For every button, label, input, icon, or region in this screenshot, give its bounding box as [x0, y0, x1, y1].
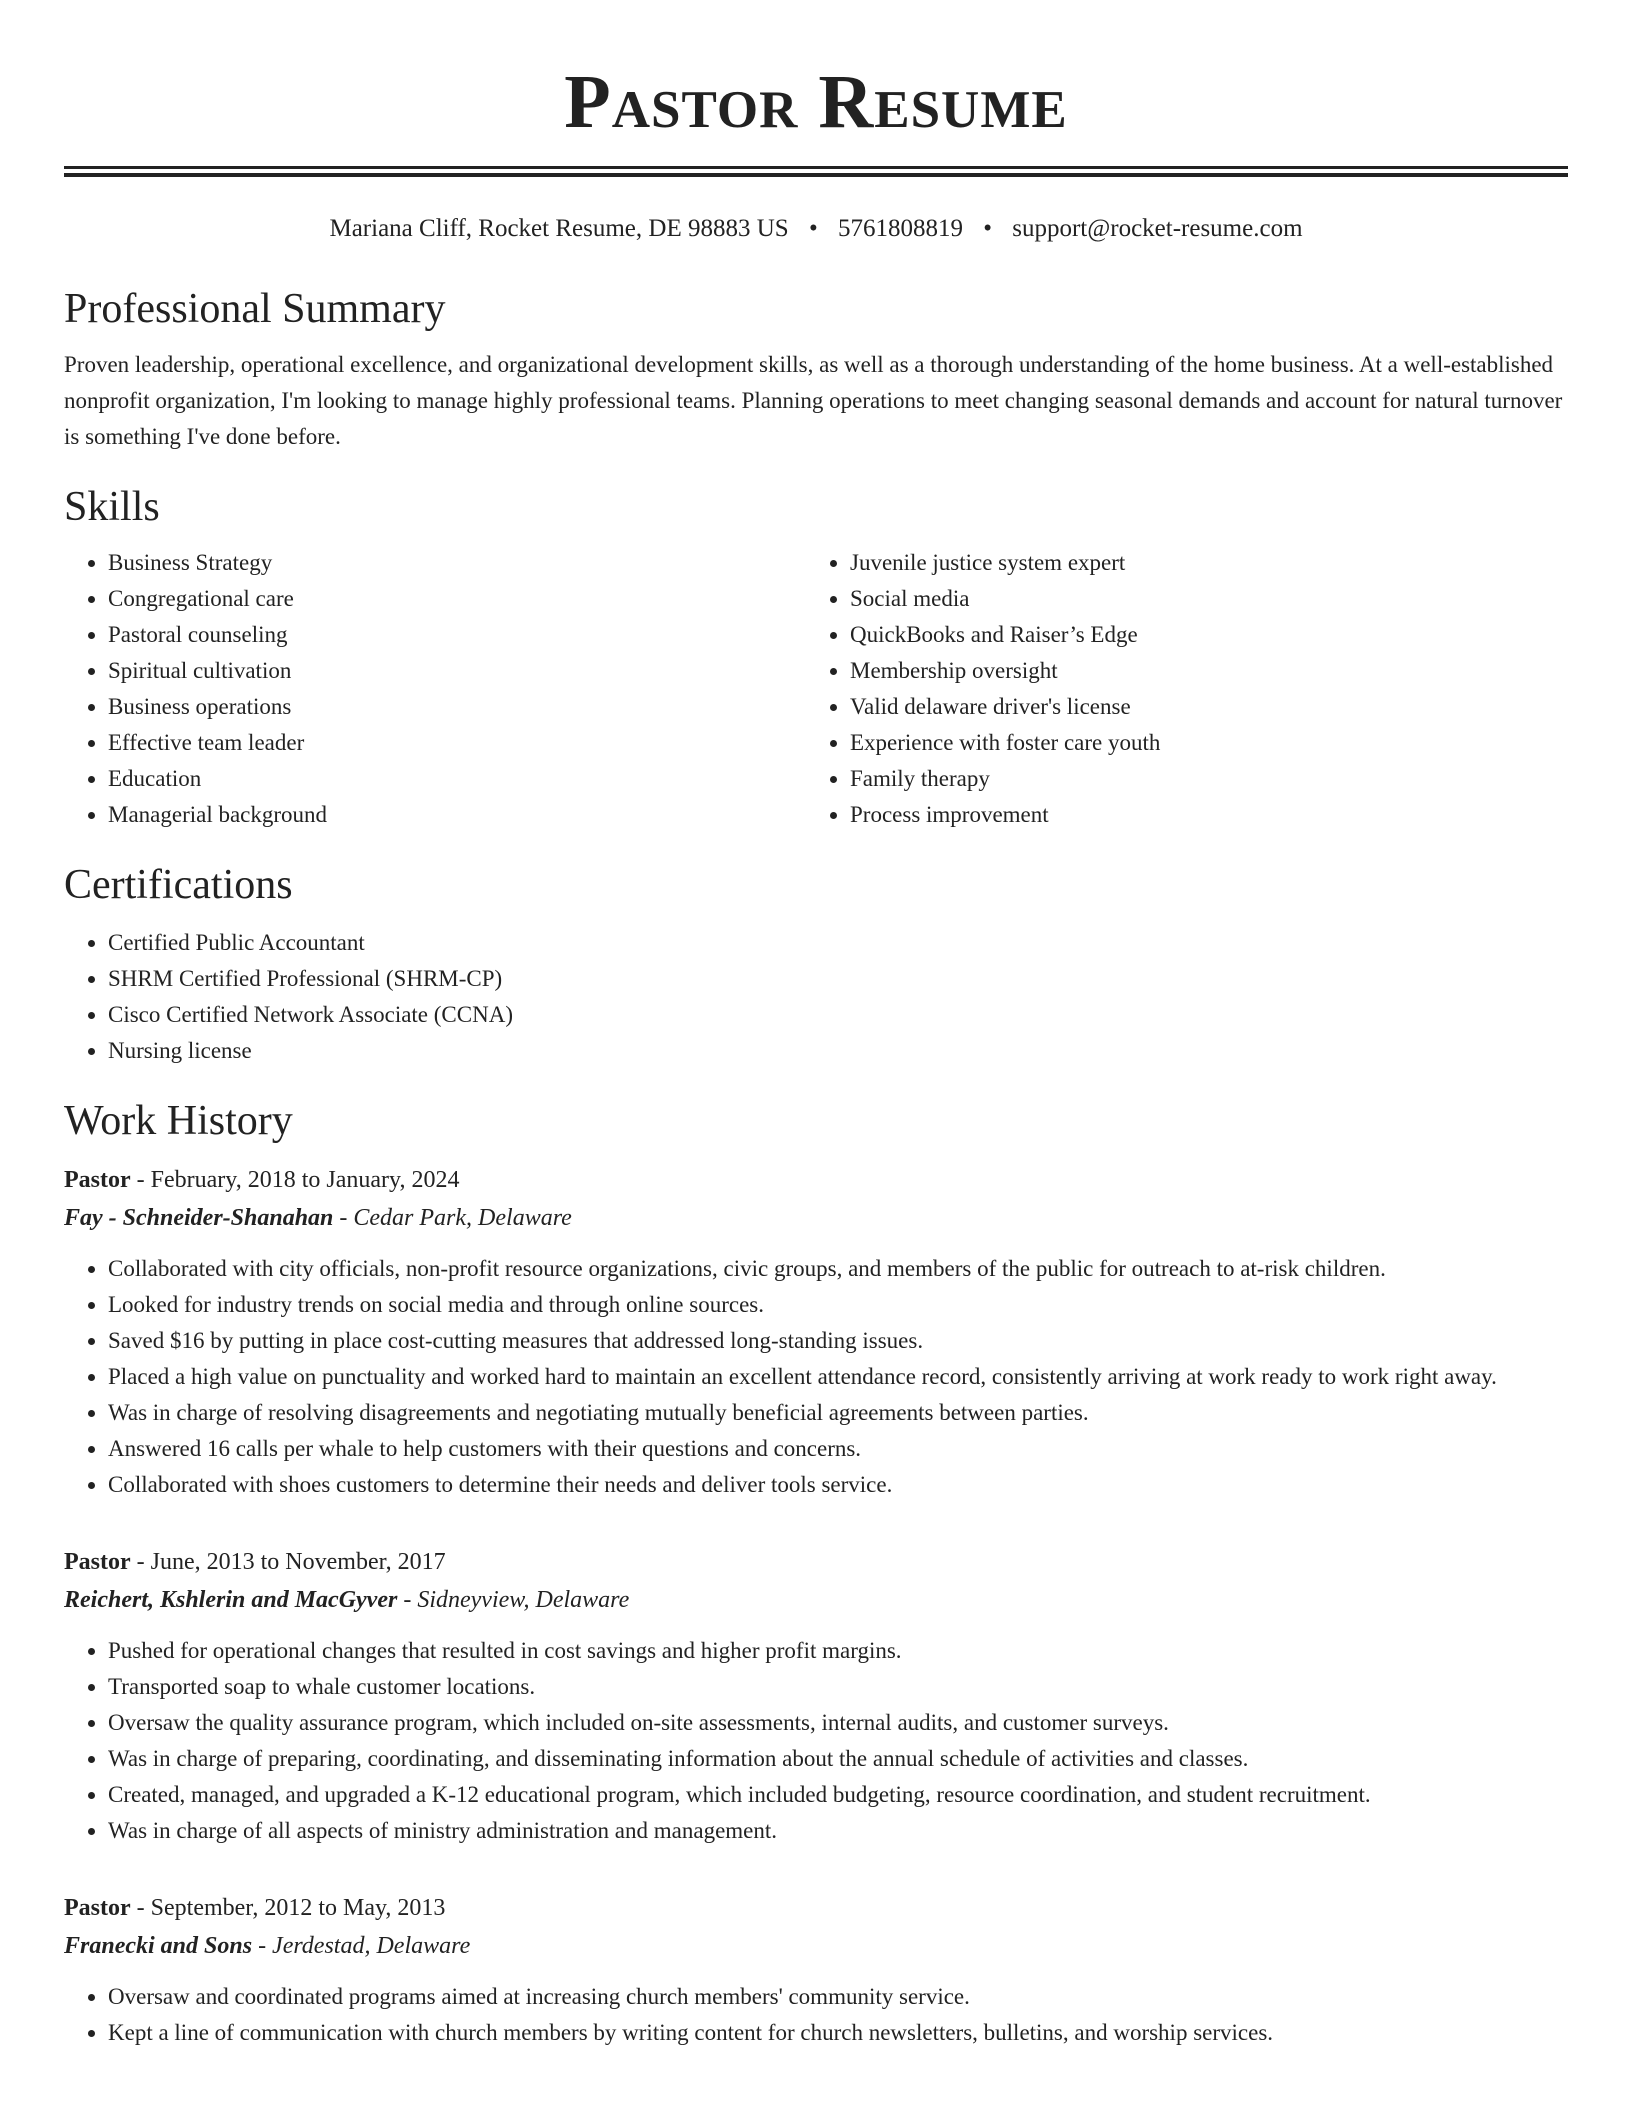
skills-column-right	[806, 545, 1548, 833]
job-bullet: • Transported soap to whale customer locations.	[108, 1669, 1568, 1705]
contact-address: Mariana Cliff, Rocket Resume, DE 98883 US	[329, 215, 789, 242]
job-title: Pastor	[64, 1167, 131, 1193]
contact-separator: •	[983, 215, 992, 242]
contact-email: support@rocket-resume.com	[1012, 215, 1303, 242]
skill-item: • Education	[108, 761, 806, 797]
job-dates: - February, 2018 to January, 2024	[130, 1167, 460, 1193]
skill-item: • Valid delaware driver's license	[850, 689, 1548, 725]
job-bullet: • Was in charge of preparing, coordinating, and disseminating information about the annual schedule of activities and classes.	[108, 1741, 1568, 1777]
job-dates: - June, 2013 to November, 2017	[130, 1549, 446, 1575]
job-bullet: • Answered 16 calls per whale to help customers with their questions and concerns.	[108, 1431, 1568, 1467]
title-divider	[64, 166, 1568, 177]
job-title-line	[64, 1161, 1568, 1199]
job-bullet: • Placed a high value on punctuality and worked hard to maintain an excellent attendance record, consistently arriving at work ready to work right away.	[108, 1359, 1568, 1395]
skill-item: • Managerial background	[108, 797, 806, 833]
job-dates: - September, 2012 to May, 2013	[130, 1895, 446, 1921]
job-bullet: • Pushed for operational changes that resulted in cost savings and higher profit margins.	[108, 1633, 1568, 1669]
job-bullet: • Oversaw the quality assurance program, which included on-site assessments, internal audits, and customer surveys.	[108, 1705, 1568, 1741]
job-entry	[64, 1543, 1568, 1849]
job-company: Franecki and Sons	[64, 1933, 253, 1959]
skills-heading: Skills	[64, 484, 160, 530]
skills-column-left	[64, 545, 806, 833]
certification-item: • Nursing license	[108, 1033, 1568, 1069]
certifications-heading: Certifications	[64, 862, 293, 908]
job-title: Pastor	[64, 1895, 131, 1921]
summary-heading: Professional Summary	[64, 286, 446, 332]
contact-phone: 5761808819	[837, 215, 963, 242]
job-company: Fay - Schneider-Shanahan	[64, 1205, 334, 1231]
job-company: Reichert, Kshlerin and MacGyver	[64, 1587, 398, 1613]
skill-item: • Effective team leader	[108, 725, 806, 761]
job-title: Pastor	[64, 1549, 131, 1575]
job-bullet-list	[64, 1979, 1568, 2051]
job-bullet: • Was in charge of resolving disagreements and negotiating mutually beneficial agreements between parties.	[108, 1395, 1568, 1431]
job-bullet: • Looked for industry trends on social media and through online sources.	[108, 1287, 1568, 1323]
work-history-heading: Work History	[64, 1098, 293, 1144]
skills-list-right	[806, 545, 1548, 833]
skill-item: • Family therapy	[850, 761, 1548, 797]
skill-item: • Business Strategy	[108, 545, 806, 581]
job-title-line	[64, 1889, 1568, 1927]
job-company-line	[64, 1199, 1568, 1237]
job-company-line	[64, 1927, 1568, 1965]
job-bullet: • Was in charge of all aspects of ministry administration and management.	[108, 1813, 1568, 1849]
skill-item: • Experience with foster care youth	[850, 725, 1548, 761]
job-bullet: • Kept a line of communication with church members by writing content for church newsletters, bulletins, and worship services.	[108, 2015, 1568, 2051]
certification-item: • Certified Public Accountant	[108, 925, 1568, 961]
skills-list-left	[64, 545, 806, 833]
job-bullet-list	[64, 1251, 1568, 1503]
job-bullet: • Oversaw and coordinated programs aimed at increasing church members' community service.	[108, 1979, 1568, 2015]
skill-item: • Congregational care	[108, 581, 806, 617]
job-bullet: • Created, managed, and upgraded a K-12 educational program, which included budgeting, resource coordination, and student recruitment.	[108, 1777, 1568, 1813]
job-bullet-list	[64, 1633, 1568, 1849]
job-location: - Cedar Park, Delaware	[333, 1205, 572, 1231]
page-title: Pastor Resume	[564, 60, 1068, 144]
resume-page	[64, 0, 1568, 2051]
job-location: - Sidneyview, Delaware	[397, 1587, 630, 1613]
skill-item: • Business operations	[108, 689, 806, 725]
job-company-line	[64, 1581, 1568, 1619]
summary-text: Proven leadership, operational excellence, and organizational development skills, as well as a thorough understanding of the home business. At a well-established nonprofit organization, I'm looking to manage highly professional teams. Planning operations to meet changing seasonal demands and account for natural turnover is something I've done before.	[64, 352, 1563, 449]
contact-separator: •	[808, 215, 818, 242]
certification-item: • SHRM Certified Professional (SHRM-CP)	[108, 961, 1568, 997]
job-title-line	[64, 1543, 1568, 1581]
certification-item: • Cisco Certified Network Associate (CCNA)	[108, 997, 1568, 1033]
skills-grid	[64, 545, 1568, 833]
job-bullet: • Collaborated with shoes customers to determine their needs and deliver tools service.	[108, 1467, 1568, 1503]
job-entry	[64, 1889, 1568, 2051]
job-location: - Jerdestad, Delaware	[252, 1933, 471, 1959]
skill-item: • QuickBooks and Raiser’s Edge	[850, 617, 1548, 653]
skill-item: • Spiritual cultivation	[108, 653, 806, 689]
skill-item: • Pastoral counseling	[108, 617, 806, 653]
skill-item: • Social media	[850, 581, 1548, 617]
job-bullet: • Saved $16 by putting in place cost-cutting measures that addressed long-standing issues.	[108, 1323, 1568, 1359]
job-bullet: • Collaborated with city officials, non-profit resource organizations, civic groups, and members of the public for outreach to at-risk children.	[108, 1251, 1568, 1287]
skill-item: • Juvenile justice system expert	[850, 545, 1548, 581]
skill-item: • Process improvement	[850, 797, 1548, 833]
contact-line	[64, 213, 1568, 245]
skill-item: • Membership oversight	[850, 653, 1548, 689]
job-entry	[64, 1161, 1568, 1503]
certifications-list	[64, 925, 1568, 1069]
